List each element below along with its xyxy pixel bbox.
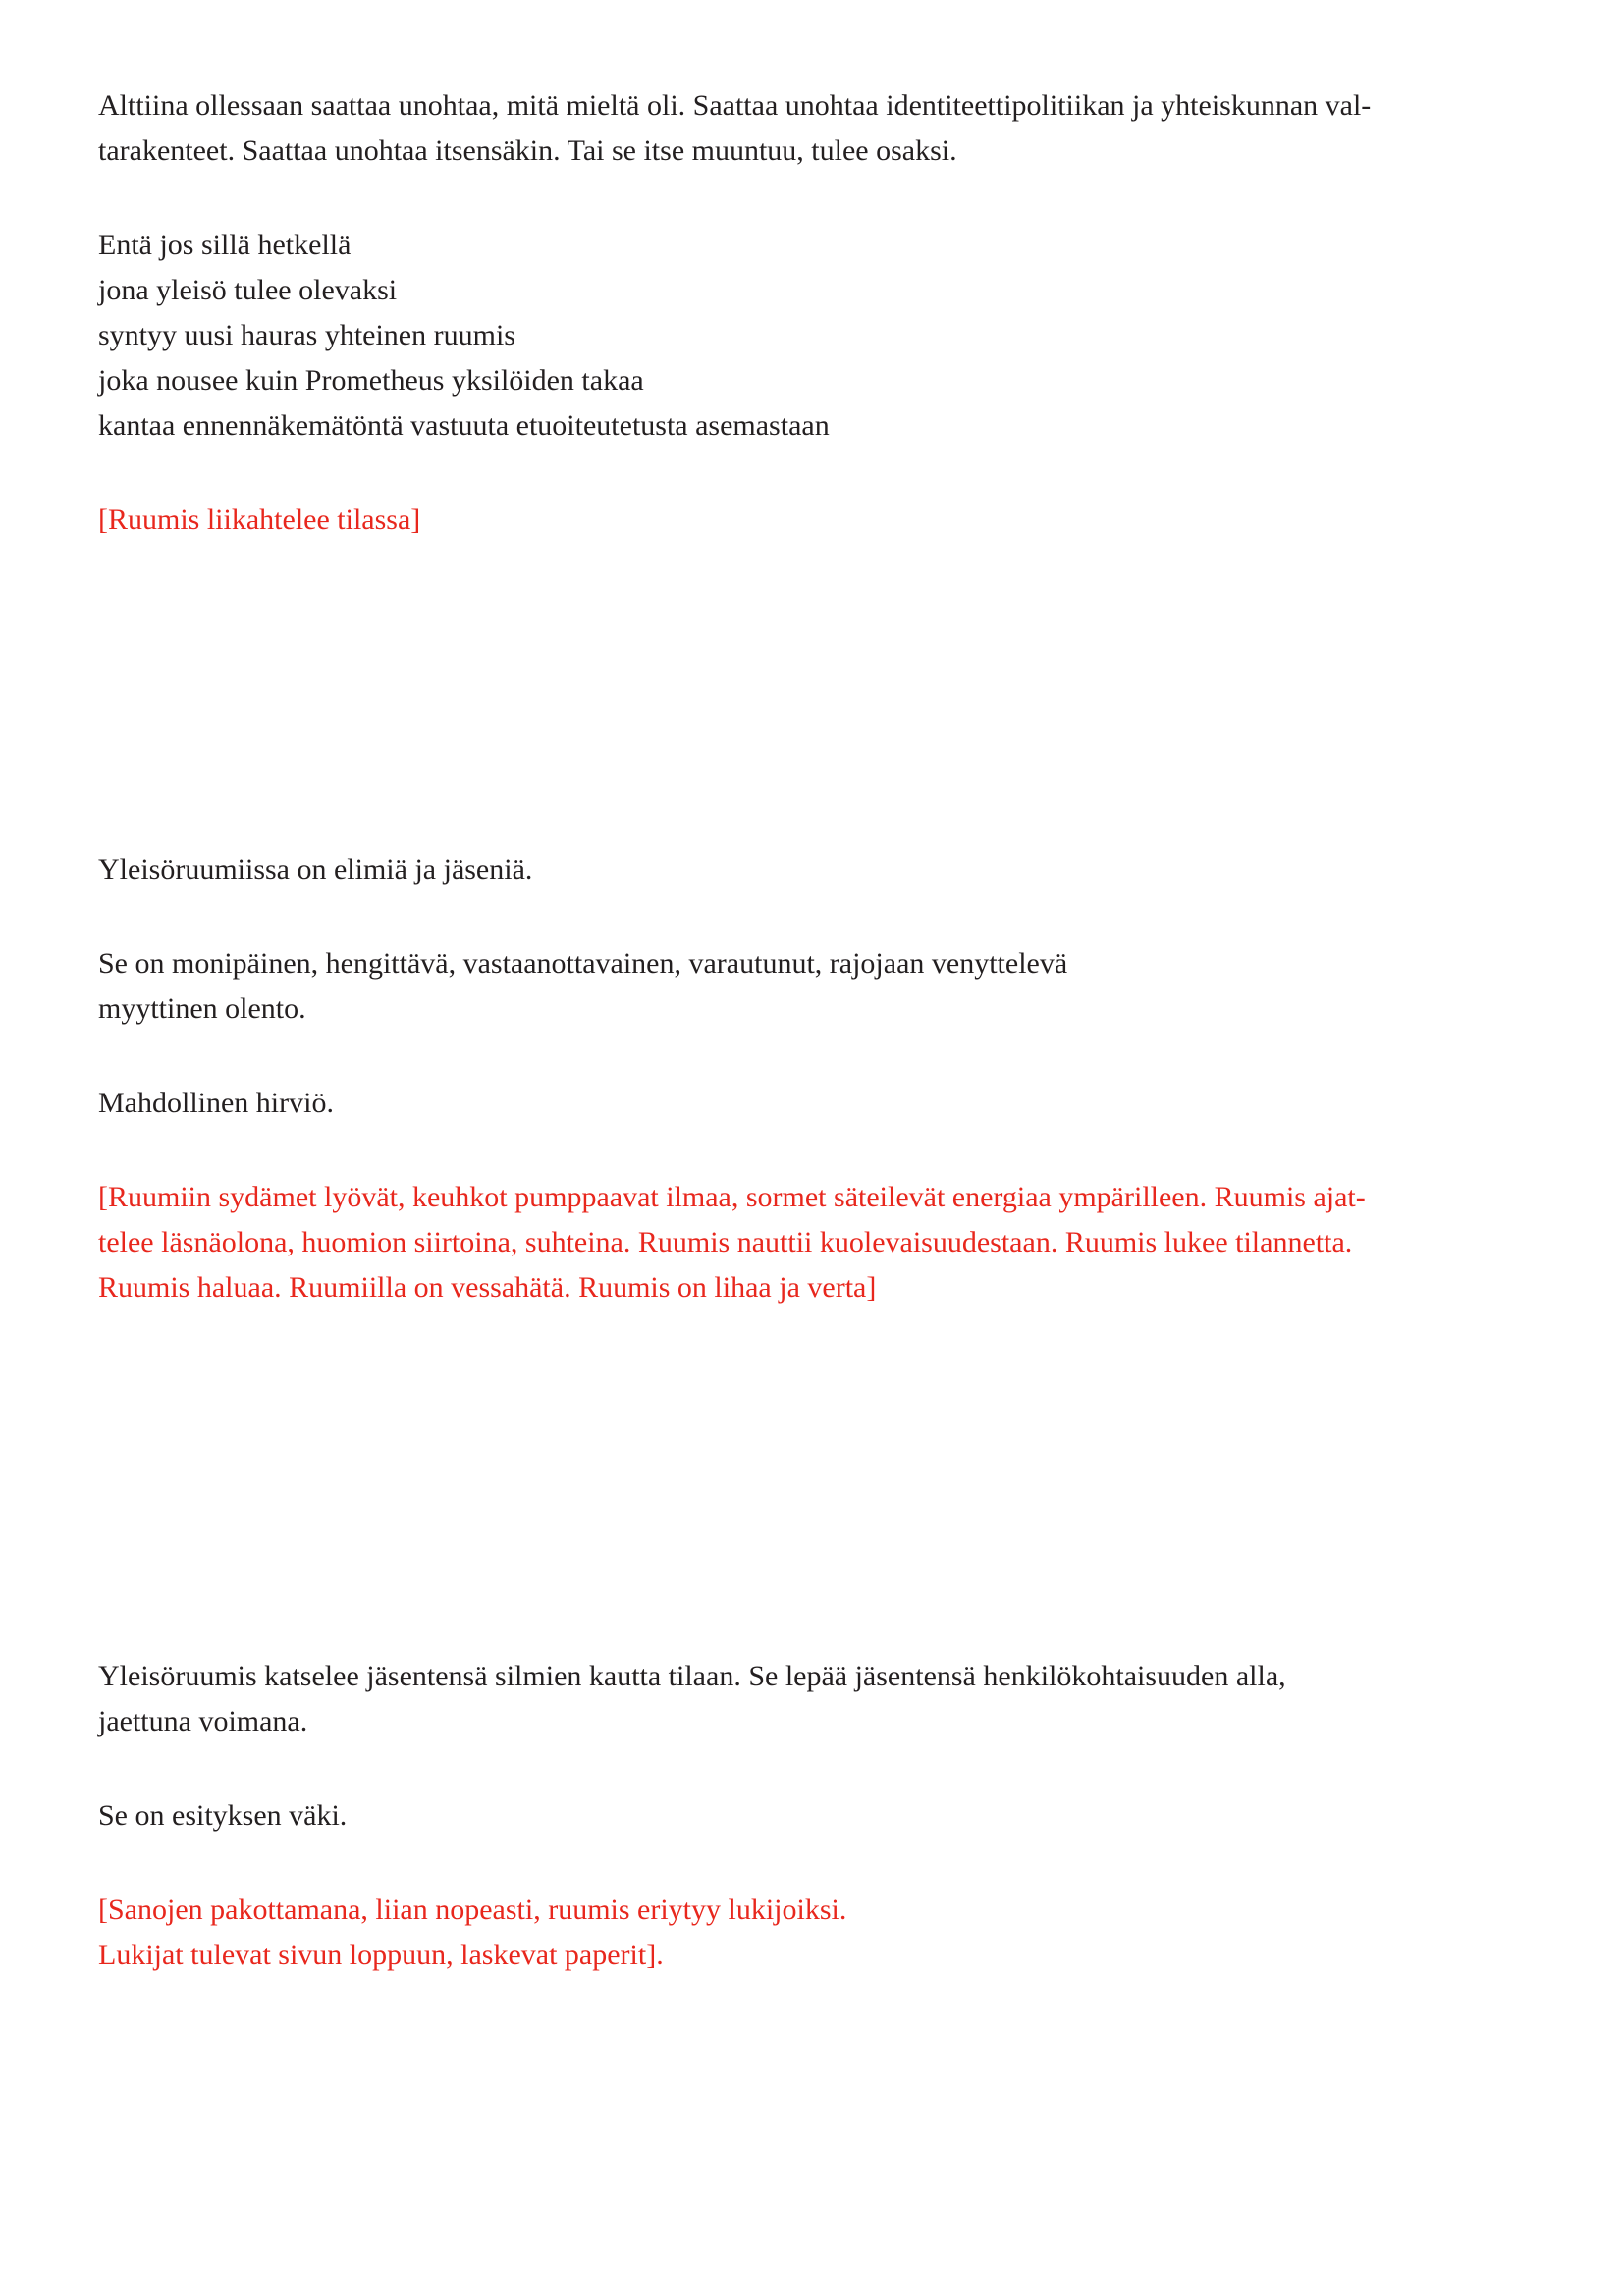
audience-body-paragraph	[98, 1654, 1531, 1744]
stage-direction-line: [Sanojen pakottamana, liian nopeasti, ruumis eriytyy lukijoiksi.	[98, 1894, 847, 1926]
stage-direction-line: Lukijat tulevat sivun loppuun, laskevat paperit].	[98, 1939, 664, 1971]
text-line: syntyy uusi hauras yhteinen ruumis	[98, 319, 515, 351]
stage-direction-3	[98, 1888, 1531, 1978]
text-line: Entä jos sillä hetkellä	[98, 229, 352, 261]
text-line: Mahdollinen hirviö.	[98, 1087, 334, 1119]
stage-direction-2	[98, 1175, 1531, 1310]
text-line: Yleisöruumis katselee jäsentensä silmien kautta tilaan. Se lepää jäsentensä henkilökohtaisuuden alla,	[98, 1660, 1286, 1692]
text-line: jaettuna voimana.	[98, 1705, 308, 1737]
text-line: jona yleisö tulee olevaksi	[98, 274, 398, 306]
stage-direction-line: telee läsnäolona, huomion siirtoina, suhteina. Ruumis nauttii kuolevaisuudestaan. Ruumis lukee tilannetta.	[98, 1226, 1353, 1258]
stage-direction-line: [Ruumis liikahtelee tilassa]	[98, 504, 421, 536]
what-if-stanza	[98, 223, 1531, 449]
stage-direction-line: [Ruumiin sydämet lyövät, keuhkot pumppaavat ilmaa, sormet säteilevät energiaa ympärilleen. Ruumis ajat-	[98, 1181, 1366, 1213]
text-line: Se on esityksen väki.	[98, 1799, 348, 1832]
text-line: joka nousee kuin Prometheus yksilöiden takaa	[98, 364, 644, 397]
performance-folk-paragraph	[98, 1793, 1531, 1839]
mythic-being-paragraph	[98, 941, 1531, 1032]
text-line: Yleisöruumiissa on elimiä ja jäseniä.	[98, 853, 533, 885]
intro-paragraph	[98, 83, 1531, 174]
monster-paragraph	[98, 1081, 1531, 1126]
text-line: Alttiina ollessaan saattaa unohtaa, mitä mieltä oli. Saattaa unohtaa identiteettipolitiikan ja yhteiskunnan val-	[98, 89, 1372, 122]
stage-direction-line: Ruumis haluaa. Ruumiilla on vessahätä. Ruumis on lihaa ja verta]	[98, 1271, 877, 1304]
text-line: kantaa ennennäkemätöntä vastuuta etuoiteutetusta asemastaan	[98, 409, 830, 442]
text-line: myyttinen olento.	[98, 992, 306, 1025]
organs-paragraph	[98, 847, 1531, 892]
stage-direction-1	[98, 498, 1531, 543]
text-line: Se on monipäinen, hengittävä, vastaanottavainen, varautunut, rajojaan venyttelevä	[98, 947, 1068, 980]
text-line: tarakenteet. Saattaa unohtaa itsensäkin. Tai se itse muuntuu, tulee osaksi.	[98, 134, 957, 167]
